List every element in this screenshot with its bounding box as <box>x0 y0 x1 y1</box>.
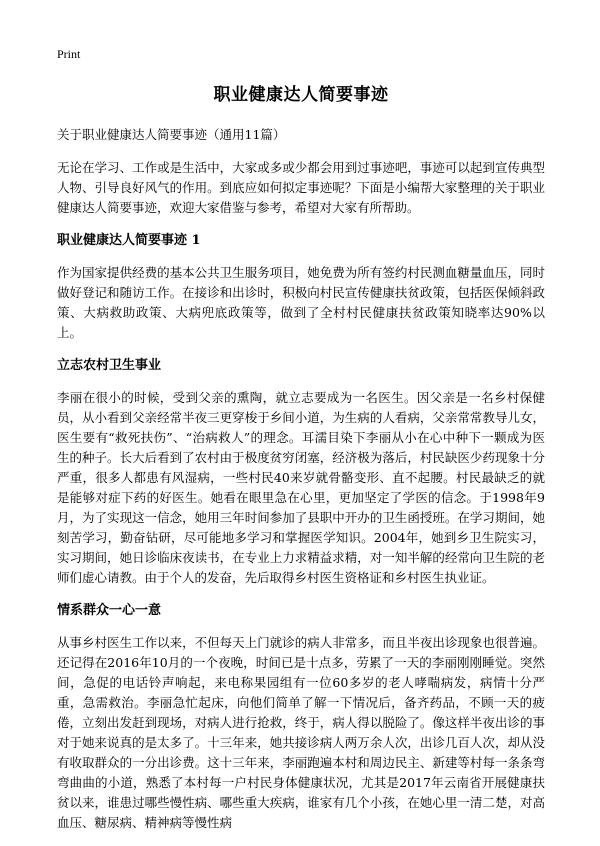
page-title: 职业健康达人简要事迹 <box>213 85 389 105</box>
section-paragraph-3: 从事乡村医生工作以来，不但每天上门就诊的病人非常多，而且半夜出诊现象也很普遍。还记得在2016年10月的一个夜晚，时间已是十点多，劳累了一天的李丽刚刚睡觉。突然间，急促的电话铃声响起，来电称果园组有一位60多岁的老人哮喘病发，病情十分严重，急需救治。李丽急忙起床，向他们简单了解一下情况后，备齐药品，不顾一天的疲倦，立刻出发赶到现场，对病人进行抢救，终于，病人得以脱险了。像这样半夜出诊的事对于她来说真的是太多了。十三年来，她共接诊病人两万余人次，出诊几百人次，却从没有收取群众的一分出诊费。这十三年来，李丽跑遍本村和周边民主、新建等村每一条条弯弯曲曲的小道，熟悉了本村每一户村民身体健康状况，尤其是2017年云南省开展健康扶贫以来，谁患过哪些慢性病、哪些重大疾病，谁家有几个小孩，在她心里一清二楚，对高血压、糖尿病、精神病等慢性病 <box>57 635 545 830</box>
document <box>57 80 545 846</box>
document-subtitle: 关于职业健康达人简要事迹（通用11篇） <box>57 127 286 142</box>
print-link[interactable]: Print <box>57 47 81 61</box>
section-paragraph-2: 李丽在很小的时候，受到父亲的熏陶，就立志要成为一名医生。因父亲是一名乡村保健员，从小看到父亲经常半夜三更穿梭于乡间小道，为生病的人看病，父亲常常教导儿女，医生要有“救死扶伤”、“治病救人”的理念。耳濡目染下李丽从小在心中种下一颗成为医生的种子。长大后看到了农村由于极度贫穷闭塞，经济极为落后，村民缺医少药现象十分严重，很多人都患有风湿病，一些村民40来岁就骨骼变形、直不起腰。村民最缺乏的就是能够对症下药的好医生。她看在眼里急在心里，更加坚定了学医的信念。于1998年9月，为了实现这一信念，她用三年时间参加了县职中开办的卫生函授班。在学习期间，她刻苦学习，勤奋钻研，尽可能地多学习和掌握医学知识。2004年，她到乡卫生院实习，实习期间，她日诊临床夜读书，在专业上力求精益求精，对一知半解的经常向卫生院的老师们虚心请教。由于个人的发奋，先后取得乡村医生资格证和乡村医生执业证。 <box>57 390 545 585</box>
section-heading-2: 立志农村卫生事业 <box>57 358 162 373</box>
section-heading-3: 情系群众一心一意 <box>57 603 162 618</box>
section-heading-1: 职业健康达人简要事迹 1 <box>57 233 201 248</box>
intro-paragraph: 无论在学习、工作或是生活中，大家或多或少都会用到过事迹吧，事迹可以起到宣传典型人物、引导良好风气的作用。到底应如何拟定事迹呢？下面是小编帮大家整理的关于职业健康达人简要事迹，欢迎大家借鉴与参考，希望对大家有所帮助。 <box>57 160 545 215</box>
section-paragraph-1: 作为国家提供经费的基本公共卫生服务项目，她免费为所有签约村民测血糖量血压，同时做好登记和随访工作。在接诊和出诊时，积极向村民宣传健康扶贫政策，包括医保倾斜政策、大病救助政策、大病兜底政策等，做到了全村村民健康扶贫政策知晓率达90%以上。 <box>57 265 545 340</box>
